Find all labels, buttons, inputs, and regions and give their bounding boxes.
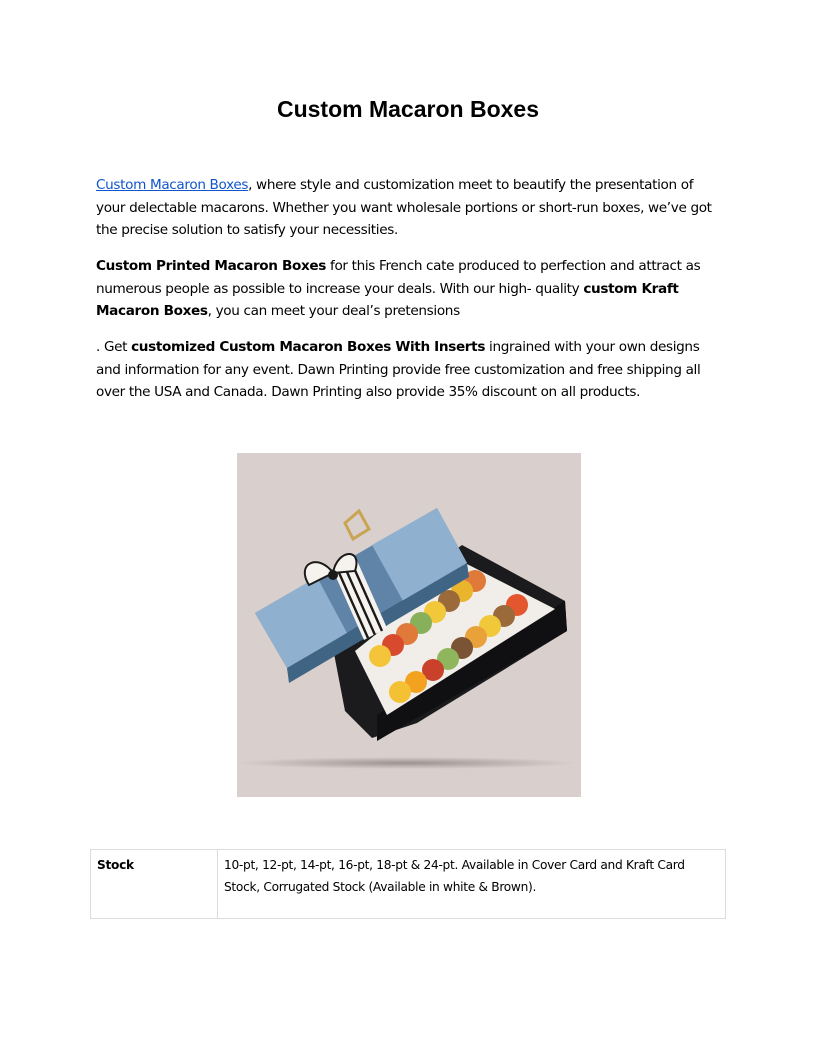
- custom-macaron-boxes-link[interactable]: Custom Macaron Boxes: [96, 177, 249, 193]
- kraft-boxes-text: , you can meet your deal’s pretensions: [207, 303, 460, 319]
- inserts-bold: customized Custom Macaron Boxes With Inserts: [131, 339, 486, 355]
- gold-tag: [345, 511, 369, 539]
- spec-table: [90, 849, 726, 919]
- floor-shadow: [237, 757, 577, 769]
- spec-value-stock: 10-pt, 12-pt, 14-pt, 16-pt, 18-pt & 24-pt. Available in Cover Card and Kraft Card Stock, Corrugated Stock (Available in white & Brown).: [218, 850, 726, 919]
- intro-text: , where style and customization meet to beautify the presentation of your delectable macarons. Whether you want wholesale portions or short-run boxes, we’ve got the precise solution to satisfy your necessities.: [96, 177, 712, 238]
- intro-paragraph: [96, 174, 726, 242]
- kraft-boxes-bold: custom Kraft Macaron Boxes: [96, 280, 679, 319]
- printed-boxes-bold: Custom Printed Macaron Boxes: [96, 258, 327, 274]
- inserts-text: ingrained with your own designs and information for any event. Dawn Printing provide free customization and free shipping all over the USA and Canada. Dawn Printing also provide 35% discount on all products.: [96, 339, 701, 400]
- document-title: Custom Macaron Boxes: [276, 96, 539, 122]
- inserts-lead-text: . Get: [96, 339, 132, 355]
- spec-key-stock: Stock: [91, 850, 218, 919]
- macaron-box-image: [237, 453, 581, 797]
- printed-boxes-text: for this French cate produced to perfection and attract as numerous people as possible to increase your deals. With our high- quality: [96, 258, 701, 297]
- macaron-box-illustration: [237, 453, 581, 797]
- table-row: [91, 850, 726, 919]
- printed-boxes-paragraph: [96, 255, 726, 323]
- inserts-paragraph: [96, 336, 726, 404]
